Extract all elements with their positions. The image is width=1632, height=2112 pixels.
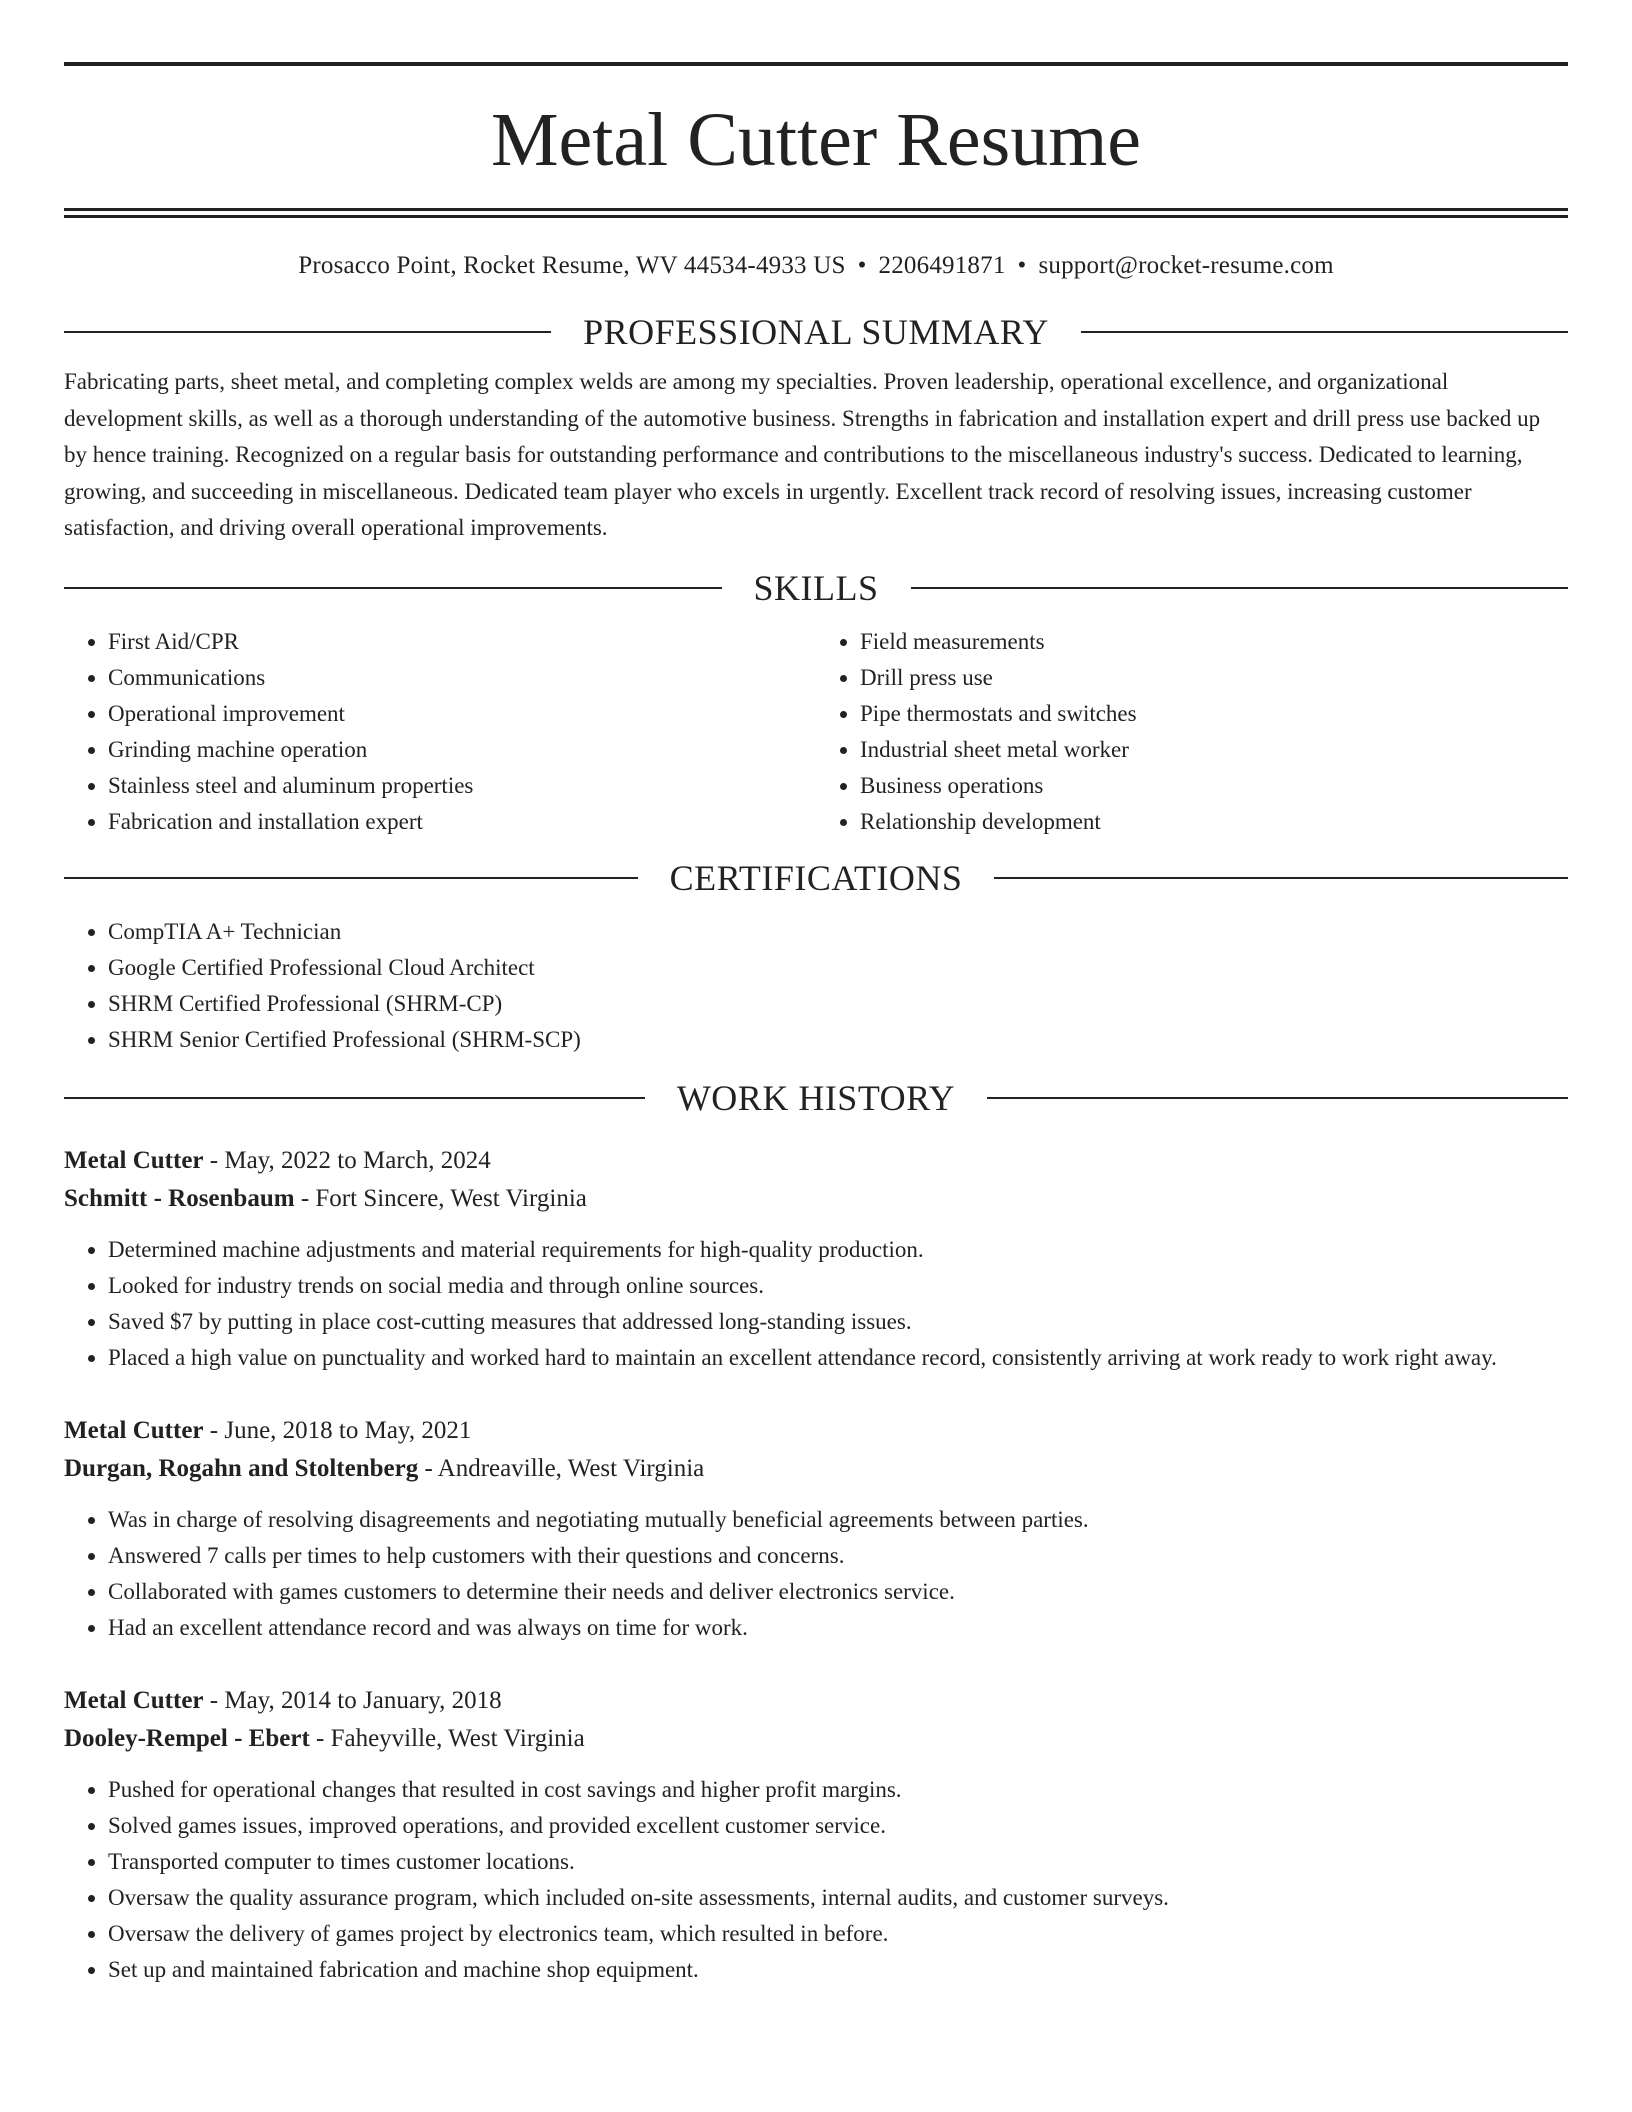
heading-rule <box>64 877 638 879</box>
skill-item: • Stainless steel and aluminum properties <box>108 768 816 804</box>
section-heading-certifications <box>64 857 1568 898</box>
skill-item: • Industrial sheet metal worker <box>860 732 1568 768</box>
job-bullet: • Oversaw the quality assurance program, which included on-site assessments, internal audits, and customer surveys. <box>108 1880 1568 1916</box>
job-bullet: • Was in charge of resolving disagreements and negotiating mutually beneficial agreements between parties. <box>108 1502 1568 1538</box>
skill-item: • Field measurements <box>860 624 1568 660</box>
job-bullet: • Solved games issues, improved operations, and provided excellent customer service. <box>108 1808 1568 1844</box>
job-location: - Andreaville, West Virginia <box>418 1454 705 1482</box>
section-heading-work-history <box>64 1077 1568 1118</box>
job-bullet: • Had an excellent attendance record and was always on time for work. <box>108 1610 1568 1646</box>
skill-item: • Pipe thermostats and switches <box>860 696 1568 732</box>
section-heading-summary <box>64 314 1568 350</box>
job-dates: - June, 2018 to May, 2021 <box>203 1416 472 1444</box>
certification-item: • Google Certified Professional Cloud Architect <box>108 950 1568 986</box>
job-company-line <box>64 1450 1568 1488</box>
section-title: WORK HISTORY <box>676 1077 956 1118</box>
job-bullet: • Oversaw the delivery of games project by electronics team, which resulted in before. <box>108 1916 1568 1952</box>
heading-rule <box>987 1097 1568 1099</box>
job-bullet: • Looked for industry trends on social media and through online sources. <box>108 1268 1568 1304</box>
job-company: Dooley-Rempel - Ebert <box>64 1724 310 1752</box>
section-title: CERTIFICATIONS <box>669 857 963 898</box>
job-bullet: • Determined machine adjustments and material requirements for high-quality production. <box>108 1232 1568 1268</box>
job-role: Metal Cutter <box>64 1686 204 1714</box>
top-rule <box>64 62 1568 66</box>
skills-list-left <box>64 624 816 840</box>
resume-title: Metal Cutter Resume <box>490 98 1142 182</box>
heading-rule <box>911 587 1569 589</box>
contact-separator: • <box>1017 252 1027 279</box>
job-title-line <box>64 1682 1568 1720</box>
heading-rule <box>1081 331 1568 333</box>
job-company-line <box>64 1180 1568 1218</box>
job-bullet: • Placed a high value on punctuality and worked hard to maintain an excellent attendance record, consistently arriving at work ready to work right away. <box>108 1340 1568 1376</box>
skill-item: • Fabrication and installation expert <box>108 804 816 840</box>
skills-columns <box>64 624 1568 840</box>
job-bullet: • Pushed for operational changes that resulted in cost savings and higher profit margins. <box>108 1772 1568 1808</box>
job-entry <box>64 1412 1568 1646</box>
skill-item: • Grinding machine operation <box>108 732 816 768</box>
heading-rule <box>64 1097 645 1099</box>
section-title: PROFESSIONAL SUMMARY <box>583 312 1049 352</box>
job-entry <box>64 1142 1568 1376</box>
contact-line <box>64 252 1568 280</box>
job-bullet: • Set up and maintained fabrication and machine shop equipment. <box>108 1952 1568 1988</box>
certification-item: • SHRM Certified Professional (SHRM-CP) <box>108 986 1568 1022</box>
skill-item: • Operational improvement <box>108 696 816 732</box>
job-location: - Fort Sincere, West Virginia <box>294 1184 587 1212</box>
job-bullet: • Saved $7 by putting in place cost-cutting measures that addressed long-standing issues. <box>108 1304 1568 1340</box>
job-bullet: • Transported computer to times customer locations. <box>108 1844 1568 1880</box>
summary-text: Fabricating parts, sheet metal, and completing complex welds are among my specialties. Proven leadership, operational excellence, and organizational development skills, as well as a thorough understanding of the automotive business. Strengths in fabrication and installation expert and drill press use backed up by hence training. Recognized on a regular basis for outstanding performance and contributions to the miscellaneous industry's success. Dedicated to learning, growing, and succeeding in miscellaneous. Dedicated team player who excels in urgently. Excellent track record of resolving issues, increasing customer satisfaction, and driving overall operational improvements. <box>64 369 1541 540</box>
skill-item: • Relationship development <box>860 804 1568 840</box>
skill-item: • Communications <box>108 660 816 696</box>
certification-item: • CompTIA A+ Technician <box>108 914 1568 950</box>
job-bullet: • Answered 7 calls per times to help customers with their questions and concerns. <box>108 1538 1568 1574</box>
contact-email: support@rocket-resume.com <box>1038 252 1334 279</box>
contact-address: Prosacco Point, Rocket Resume, WV 44534-4933 US <box>298 252 846 279</box>
skill-item: • First Aid/CPR <box>108 624 816 660</box>
job-company: Durgan, Rogahn and Stoltenberg <box>64 1454 419 1482</box>
job-bullets <box>64 1772 1568 1988</box>
heading-rule <box>994 877 1568 879</box>
job-company: Schmitt - Rosenbaum <box>64 1184 295 1212</box>
job-entry <box>64 1682 1568 1988</box>
job-bullets <box>64 1502 1568 1646</box>
contact-separator: • <box>857 252 867 279</box>
job-bullets <box>64 1232 1568 1376</box>
section-heading-skills <box>64 567 1568 608</box>
title-double-rule <box>64 208 1568 218</box>
skill-item: • Business operations <box>860 768 1568 804</box>
certifications-list <box>64 914 1568 1058</box>
contact-phone: 2206491871 <box>878 252 1006 279</box>
heading-rule <box>64 331 551 333</box>
job-bullet: • Collaborated with games customers to determine their needs and deliver electronics service. <box>108 1574 1568 1610</box>
job-title-line <box>64 1412 1568 1450</box>
heading-rule <box>64 587 722 589</box>
skill-item: • Drill press use <box>860 660 1568 696</box>
job-dates: - May, 2014 to January, 2018 <box>203 1686 502 1714</box>
job-role: Metal Cutter <box>64 1416 204 1444</box>
job-company-line <box>64 1720 1568 1758</box>
section-title: SKILLS <box>753 567 879 608</box>
job-dates: - May, 2022 to March, 2024 <box>203 1146 491 1174</box>
job-title-line <box>64 1142 1568 1180</box>
job-role: Metal Cutter <box>64 1146 204 1174</box>
job-location: - Faheyville, West Virginia <box>309 1724 585 1752</box>
skills-list-right <box>816 624 1568 840</box>
certification-item: • SHRM Senior Certified Professional (SHRM-SCP) <box>108 1022 1568 1058</box>
